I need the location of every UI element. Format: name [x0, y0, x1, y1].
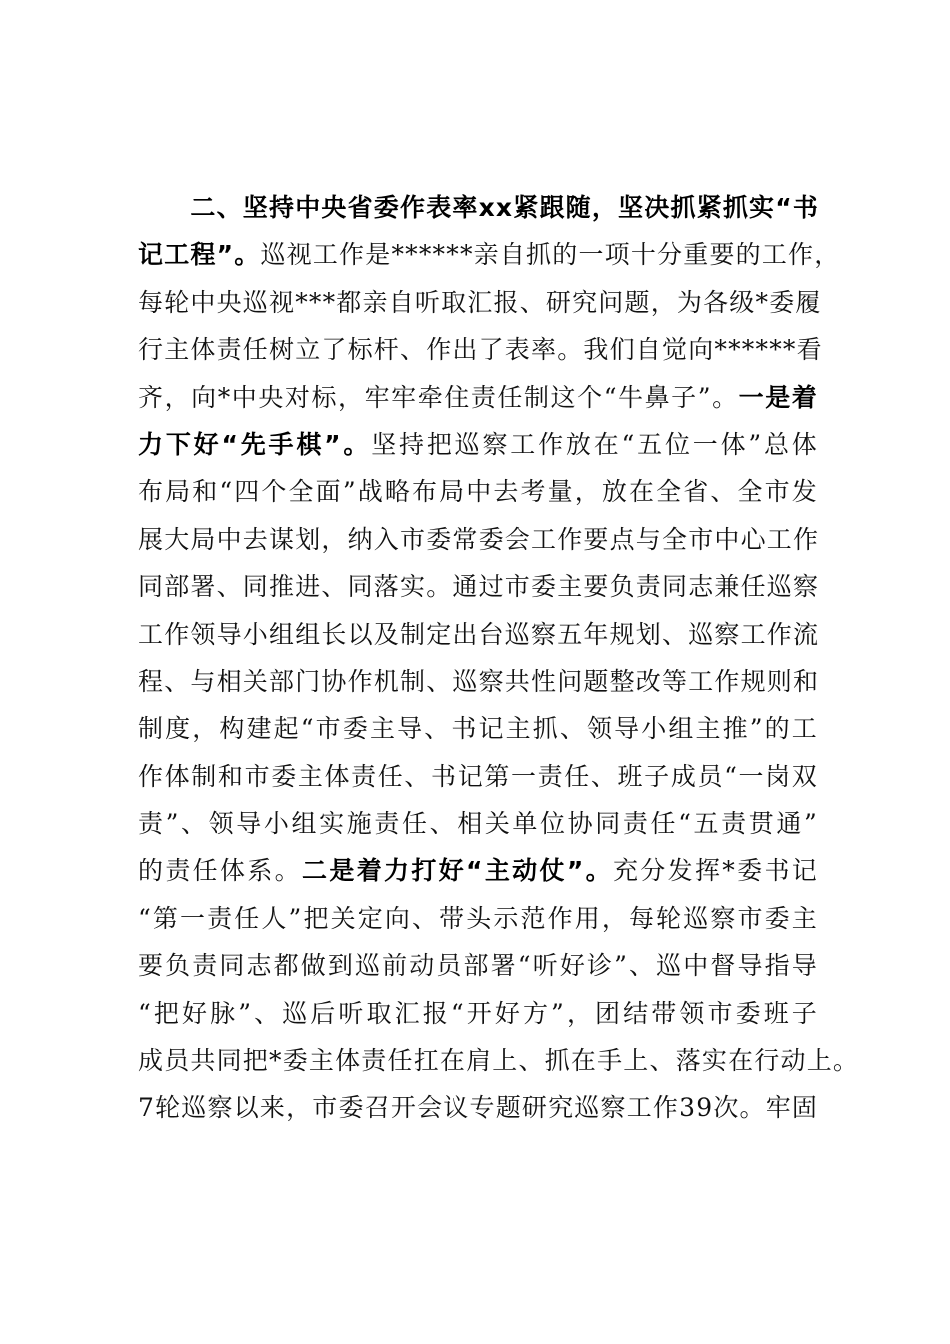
text-span: 制度，构建起“市委主导、书记主抓、领导小组主推”的工: [138, 714, 818, 744]
text-line: [138, 374, 818, 421]
text-line: [138, 421, 818, 468]
text-line: [138, 942, 818, 989]
text-line: [138, 468, 818, 515]
text-span: “第一责任人”把关定向、带头示范作用，每轮巡察市委主: [138, 903, 818, 933]
text-line: [138, 184, 818, 231]
text-span: 同部署、同推进、同落实。通过市委主要负责同志兼任巡察: [138, 572, 820, 602]
text-span: 7轮巡察以来，市委召开会议专题研究巡察工作39次。牢固: [138, 1093, 819, 1123]
bold-phrase: 力下好“先手棋”。: [138, 429, 372, 459]
text-line: [138, 1037, 860, 1084]
text-span: 程、与相关部门协作机制、巡察共性问题整改等工作规则和: [138, 666, 820, 696]
document-body: [138, 184, 860, 1132]
text-span: 坚持把巡察工作放在“五位一体”总体: [371, 429, 818, 459]
text-span: 要负责同志都做到巡前动员部署“听好诊”、巡中督导指导: [138, 951, 818, 981]
text-line: [138, 705, 818, 752]
text-line: [138, 847, 818, 894]
text-span: 布局和“四个全面”战略布局中去考量，放在全省、全市发: [138, 477, 818, 507]
text-span: 的责任体系。: [138, 856, 303, 886]
text-span: 充分发挥*委书记: [612, 856, 818, 886]
text-line: [138, 611, 818, 658]
text-span: 展大局中去谋划，纳入市委常委会工作要点与全市中心工作: [138, 524, 820, 554]
bold-phrase: 一是着: [738, 382, 818, 412]
text-span: 每轮中央巡视***都亲自听取汇报、研究问题，为各级*委履: [138, 287, 822, 317]
text-span: 巡视工作是******亲自抓的一项十分重要的工作，: [260, 240, 841, 270]
text-line: [138, 658, 818, 705]
text-line: [138, 895, 818, 942]
text-line: [138, 516, 818, 563]
text-span: “把好脉”、巡后听取汇报“开好方”，团结带领市委班子: [138, 998, 818, 1028]
text-span: 工作领导小组组长以及制定出台巡察五年规划、巡察工作流: [138, 619, 820, 649]
text-span: [138, 193, 190, 222]
text-line: [138, 279, 822, 326]
text-span: 成员共同把*委主体责任扛在肩上、抓在手上、落实在行动上。: [138, 1046, 860, 1076]
text-line: [138, 800, 818, 847]
text-line: [138, 990, 818, 1037]
section-heading: 二、坚持中央省委作表率xx紧跟随，坚决抓紧抓实“书: [190, 193, 820, 222]
text-line: [138, 231, 841, 278]
bold-phrase: 二是着力打好“主动仗”。: [302, 856, 613, 886]
text-span: 行主体责任树立了标杆、作出了表率。我们自觉向******看: [138, 335, 823, 365]
text-line: [138, 326, 823, 373]
text-span: 齐，向*中央对标，牢牢牵住责任制这个“牛鼻子”。: [138, 382, 739, 412]
section-heading: 记工程”。: [138, 240, 261, 270]
text-line: [138, 753, 818, 800]
text-line: [138, 563, 818, 610]
text-span: 责”、领导小组实施责任、相关单位协同责任“五责贯通”: [138, 809, 818, 839]
text-line: [138, 1084, 818, 1131]
text-span: 作体制和市委主体责任、书记第一责任、班子成员“一岗双: [138, 761, 818, 791]
